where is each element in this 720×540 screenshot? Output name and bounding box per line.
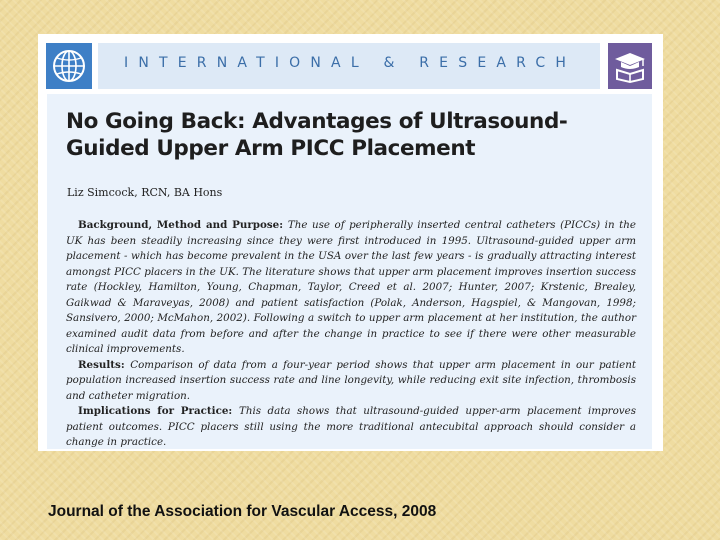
section-text: This data shows that ultrasound-guided upper-arm placement improves patient outcomes. PICC placers still using the more traditional antecubital approach should consider a change in practice. [66,405,636,448]
article-abstract [66,218,636,451]
section-text: The use of peripherally inserted central catheters (PICCs) in the UK has been steadily increasing since they were first introduced in 1995. Ultrasound-guided upper arm placement - which has become prevalent in the USA over the last few years - is gradually attracting interest amongst PICC placers in the UK. The literature shows that upper arm placement improves insertion success rate (Hockley, Hamilton, Young, Chapman, Taylor, Creed et al. 2007; Hunter, 2007; Krstenic, Brealey, Gaikwad & Maraveyas, 2008) and patient satisfaction (Polak, Anderson, Hagspiel, & Mangovan, 1998; Sansivero, 2000; McMahon, 2002). Following a switch to upper arm placement at her institution, the author examined audit data from before and after the change in practice to see if there were other measurable clinical improvements. [66,219,636,355]
abstract-paragraph [66,218,636,358]
section-heading: Results: [78,358,131,371]
globe-icon [46,43,92,89]
journal-citation: Journal of the Association for Vascular Access, 2008 [48,503,437,520]
section-label-strip [98,43,600,89]
abstract-paragraph [66,404,636,451]
journal-section-header [38,34,663,96]
article-panel [47,94,652,449]
article-title: No Going Back: Advantages of Ultrasound-Guided Upper Arm PICC Placement [66,109,568,161]
article-author: Liz Simcock, RCN, BA Hons [67,186,223,199]
abstract-paragraph [66,358,636,405]
section-text: Comparison of data from a four-year period shows that upper arm placement in our patient population increased insertion success rate and line longevity, while reducing exit site infection, thrombosis and catheter migration. [66,358,636,402]
section-label: INTERNATIONAL & RESEARCH [124,55,577,71]
section-heading: Implications for Practice: [78,405,239,417]
section-heading: Background, Method and Purpose: [78,219,288,231]
article-image [38,34,663,451]
graduation-cap-book-icon [608,43,652,89]
